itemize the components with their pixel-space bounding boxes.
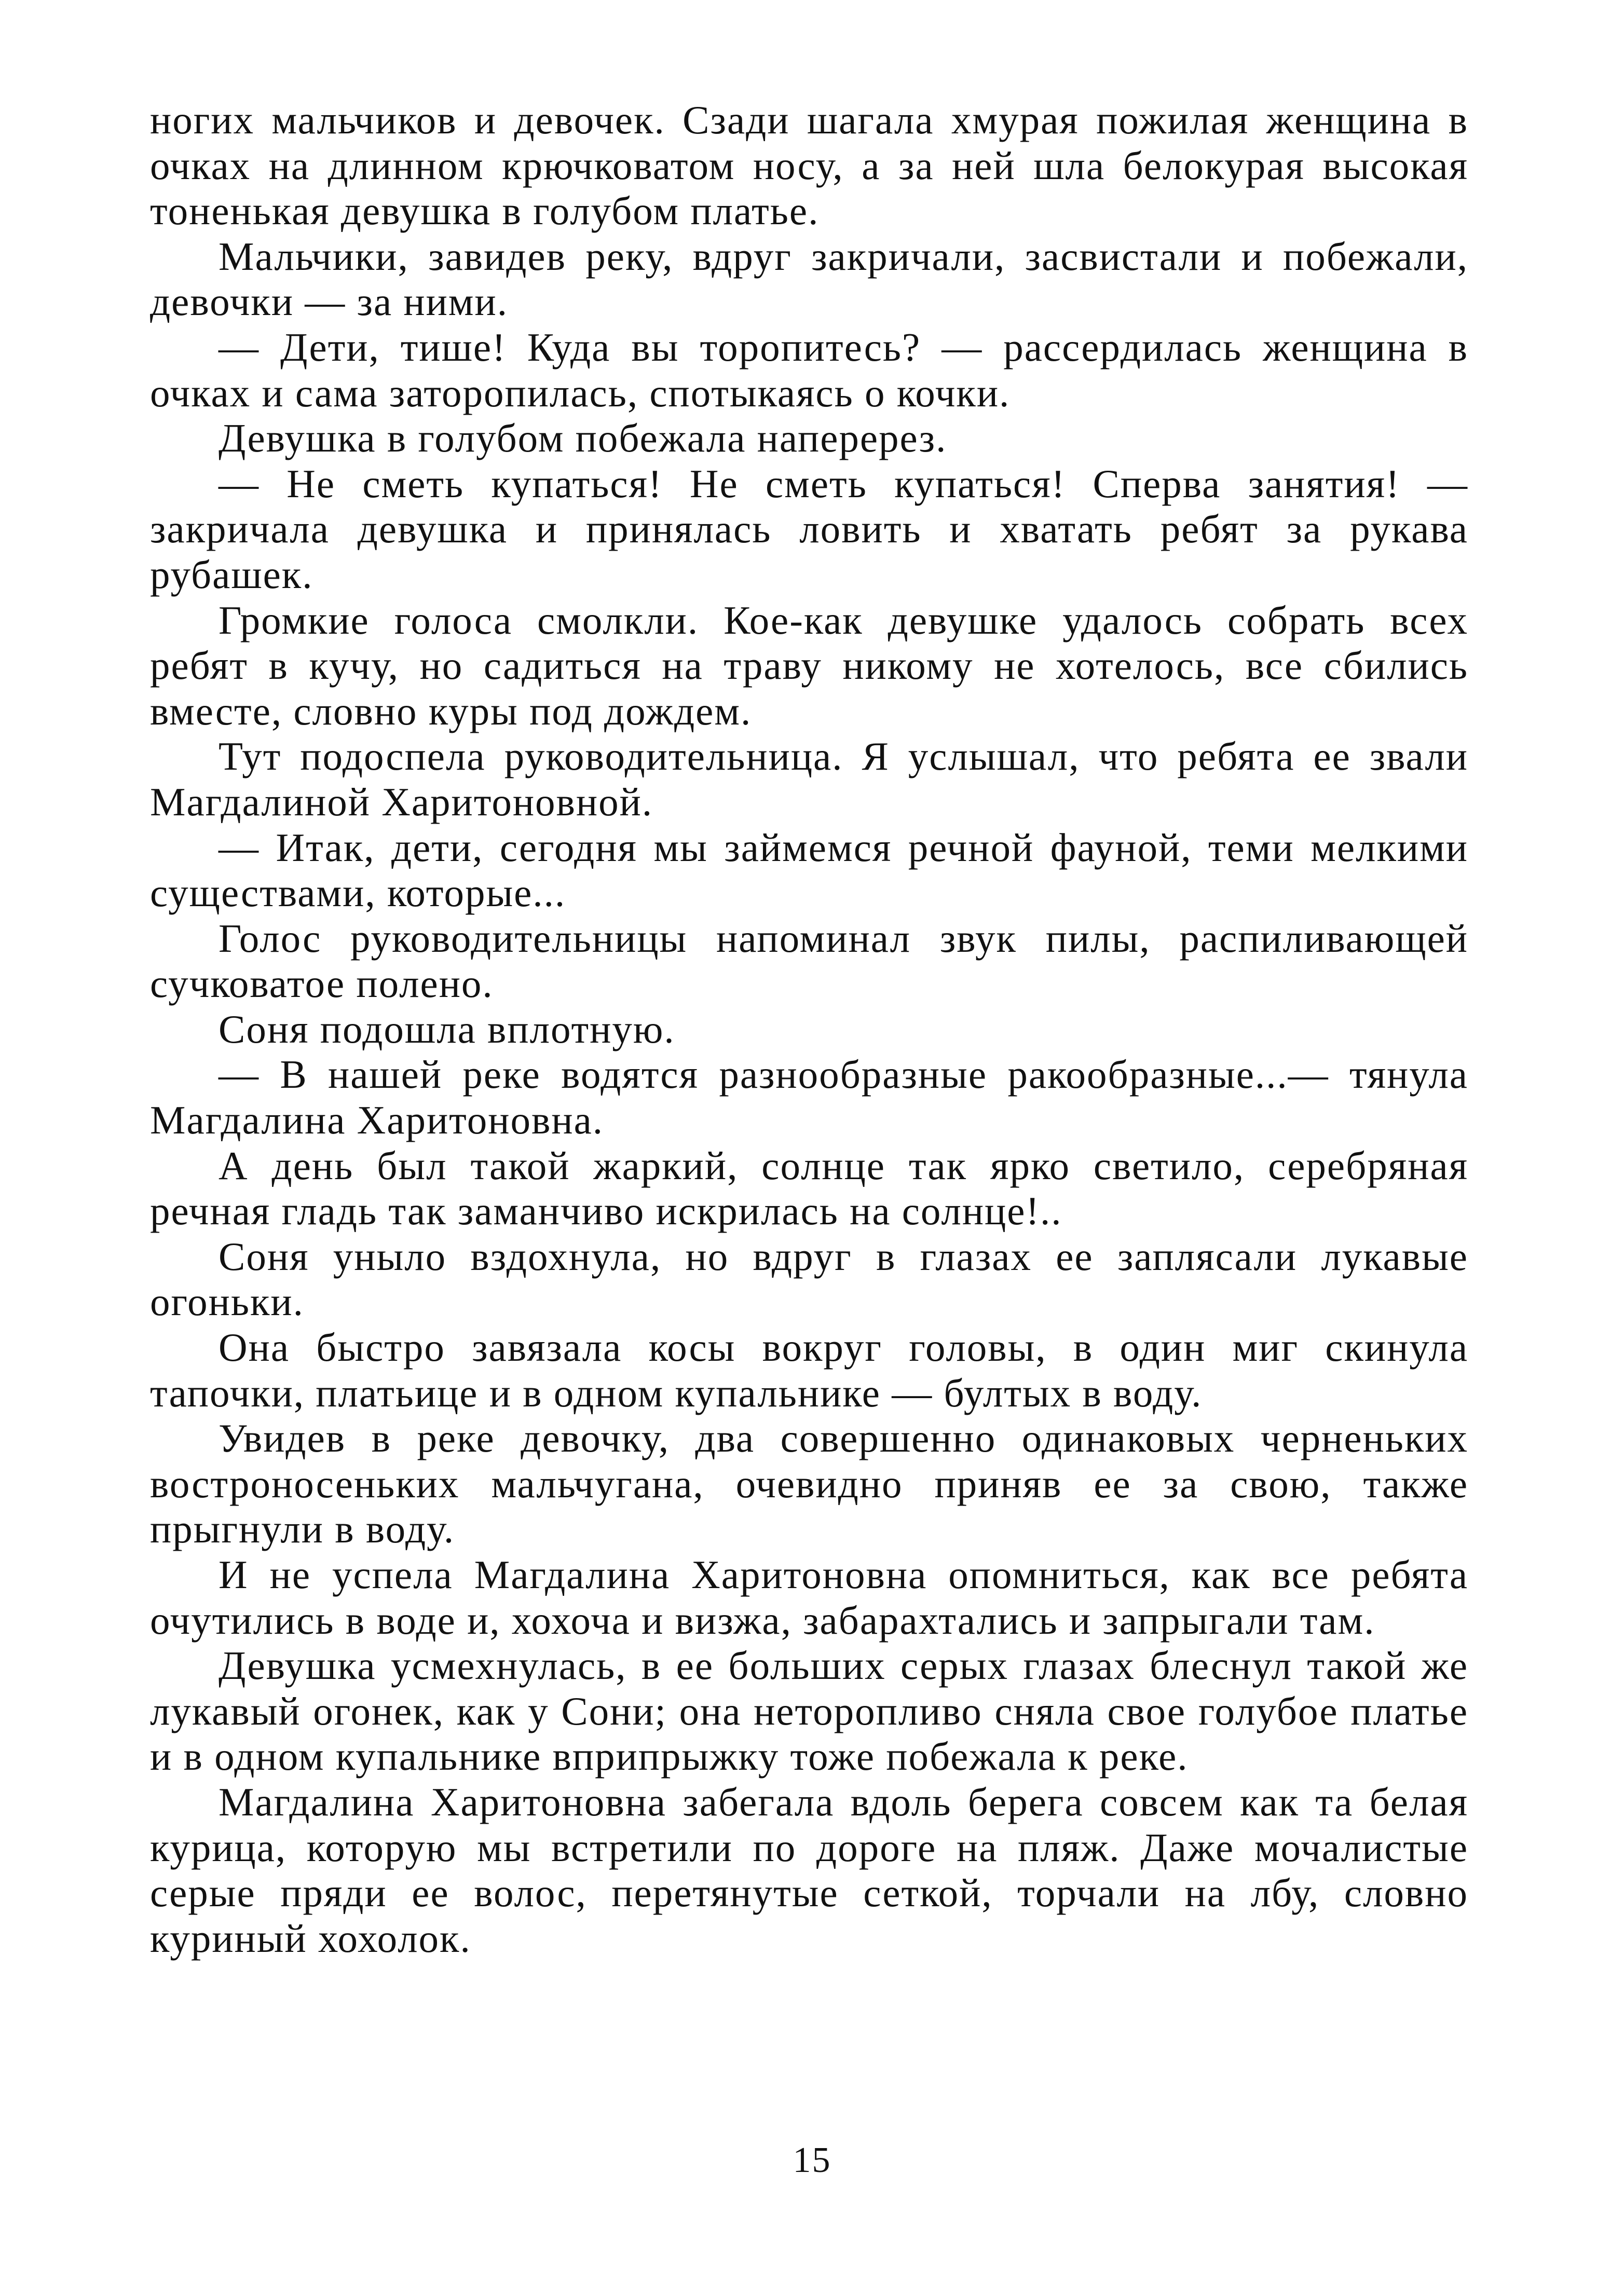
- paragraph-14: Она быстро завязала косы вокруг головы, в один миг скинула тапочки, платьице и в одном купальнике — бултых в воду.: [150, 1325, 1468, 1415]
- paragraph-8: — Итак, дети, сегодня мы займемся речной фауной, теми мелкими существами, которые...: [150, 825, 1468, 915]
- paragraph-3: — Дети, тише! Куда вы торопитесь? — рассердилась женщина в очках и сама заторопилась, спотыкаясь о кочки.: [150, 324, 1468, 415]
- paragraph-11: — В нашей реке водятся разнообразные ракообразные...— тянула Магдалина Харитоновна.: [150, 1052, 1468, 1143]
- paragraph-7: Тут подоспела руководительница. Я услышал, что ребята ее звали Магдалиной Харитоновной.: [150, 734, 1468, 824]
- paragraph-12: А день был такой жаркий, солнце так ярко светило, серебряная речная гладь так заманчиво искрилась на солнце!..: [150, 1143, 1468, 1234]
- paragraph-9: Голос руководительницы напоминал звук пилы, распиливающей сучковатое полено.: [150, 915, 1468, 1006]
- paragraph-4: Девушка в голубом побежала наперерез.: [219, 416, 947, 461]
- paragraph-13: Соня уныло вздохнула, но вдруг в глазах ее заплясали лукавые огоньки.: [150, 1234, 1468, 1324]
- paragraph-17: Девушка усмехнулась, в ее больших серых глазах блеснул такой же лукавый огонек, как у Сони; она неторопливо сняла свое голубое платье и в одном купальнике вприпрыжку тоже побежала к реке.: [150, 1643, 1468, 1779]
- paragraph-18: Магдалина Харитоновна забегала вдоль берега совсем как та белая курица, которую мы встретили по дороге на пляж. Даже мочалистые серые пряди ее волос, перетянутые сеткой, торчали на лбу, словно куриный хохолок.: [150, 1779, 1468, 1961]
- page-number: 15: [793, 2140, 831, 2180]
- paragraph-10: Соня подошла вплотную.: [219, 1006, 675, 1051]
- paragraph-16: И не успела Магдалина Харитоновна опомниться, как все ребята очутились в воде и, хохоча и визжа, забарахтались и запрыгали там.: [150, 1552, 1468, 1643]
- page-body: [150, 98, 1468, 1961]
- paragraph-2: Мальчики, завидев реку, вдруг закричали, засвистали и побежали, девочки — за ними.: [150, 234, 1468, 324]
- paragraph-1: ногих мальчиков и девочек. Сзади шагала хмурая пожилая женщина в очках на длинном крючковатом носу, а за ней шла белокурая высокая тоненькая девушка в голубом платье.: [150, 98, 1468, 234]
- paragraph-6: Громкие голоса смолкли. Кое-как девушке удалось собрать всех ребят в кучу, но садиться на траву никому не хотелось, все сбились вместе, словно куры под дождем.: [150, 597, 1468, 733]
- paragraph-5: — Не сметь купаться! Не сметь купаться! Сперва занятия! — закричала девушка и принялась ловить и хватать ребят за рукава рубашек.: [150, 461, 1468, 597]
- paragraph-15: Увидев в реке девочку, два совершенно одинаковых черненьких востроносеньких мальчугана, очевидно приняв ее за свою, также прыгнули в воду.: [150, 1416, 1468, 1552]
